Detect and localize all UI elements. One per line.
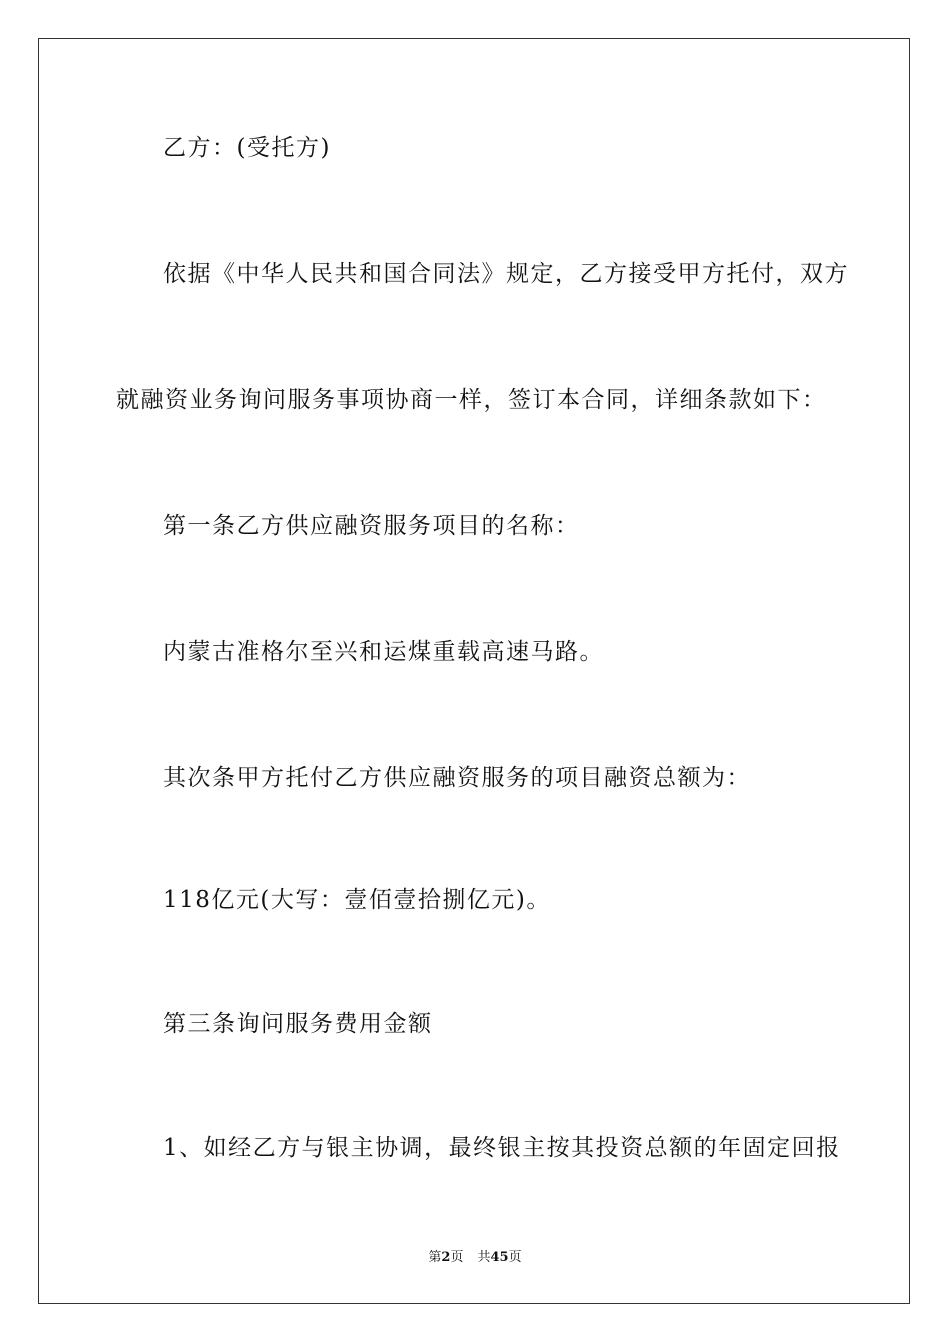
paragraph-line: 依据《中华人民共和国合同法》规定，乙方接受甲方托付，双方	[163, 261, 849, 287]
article-heading: 第一条乙方供应融资服务项目的名称：	[163, 513, 580, 539]
article-heading: 其次条甲方托付乙方供应融资服务的项目融资总额为：	[163, 765, 751, 791]
footer-page-prefix: 第	[428, 1250, 442, 1265]
footer-total-suffix: 页	[508, 1250, 522, 1265]
party-b-label: 乙方：(受托方)	[163, 135, 331, 161]
footer-total-prefix: 共	[477, 1250, 491, 1265]
footer-total-pages: 45	[490, 1250, 509, 1265]
page-border	[38, 38, 910, 1304]
footer-page-number: 2	[441, 1250, 451, 1265]
paragraph-line: 就融资业务询问服务事项协商一样，签订本合同，详细条款如下：	[116, 387, 827, 413]
paragraph-line: 内蒙古准格尔至兴和运煤重载高速马路。	[163, 639, 604, 665]
page-footer	[0, 1249, 950, 1267]
paragraph-line: 1、如经乙方与银主协调，最终银主按其投资总额的年固定回报	[163, 1135, 841, 1161]
paragraph-line: 118亿元(大写：壹佰壹拾捌亿元)。	[163, 887, 551, 913]
footer-page-suffix: 页	[450, 1250, 464, 1265]
article-heading: 第三条询问服务费用金额	[163, 1011, 433, 1037]
